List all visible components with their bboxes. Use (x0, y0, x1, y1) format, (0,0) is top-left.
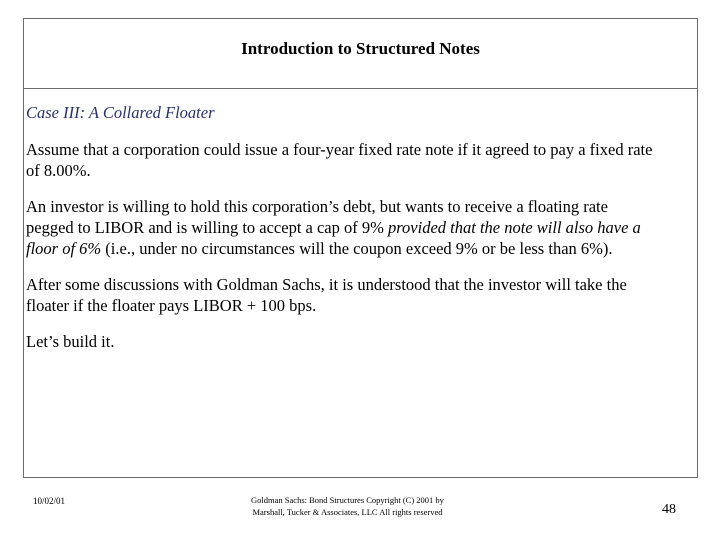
header-divider (24, 88, 697, 89)
paragraph-investor-text-1: An investor is willing to hold this corporation’s debt, but wants to receive a floating rate pegged to LIBOR and is willing to accept a cap of 9% (26, 197, 608, 237)
slide-body (26, 102, 656, 367)
paragraph-fixed-rate: Assume that a corporation could issue a four-year fixed rate note if it agreed to pay a fixed rate of 8.00%. (26, 140, 653, 180)
paragraph-discussion: After some discussions with Goldman Sachs, it is understood that the investor will take the floater if the floater pays LIBOR + 100 bps. (26, 275, 627, 315)
case-heading: Case III: A Collared Floater (26, 103, 215, 122)
page-number: 48 (662, 502, 676, 517)
slide-title: Introduction to Structured Notes (241, 39, 480, 58)
paragraph-build: Let’s build it. (26, 332, 115, 351)
paragraph-investor-italic: provided that the note will also have a floor of 6% (26, 218, 641, 258)
footer-date: 10/02/01 (33, 496, 66, 506)
footer-copyright: Goldman Sachs: Bond Structures Copyright (C) 2001 by Marshall, Tucker & Associates, LLC All rights reserved (251, 495, 444, 517)
paragraph-investor (26, 196, 656, 259)
paragraph-investor-text-2: (i.e., under no circumstances will the coupon exceed 9% or be less than 6%). (101, 239, 613, 258)
